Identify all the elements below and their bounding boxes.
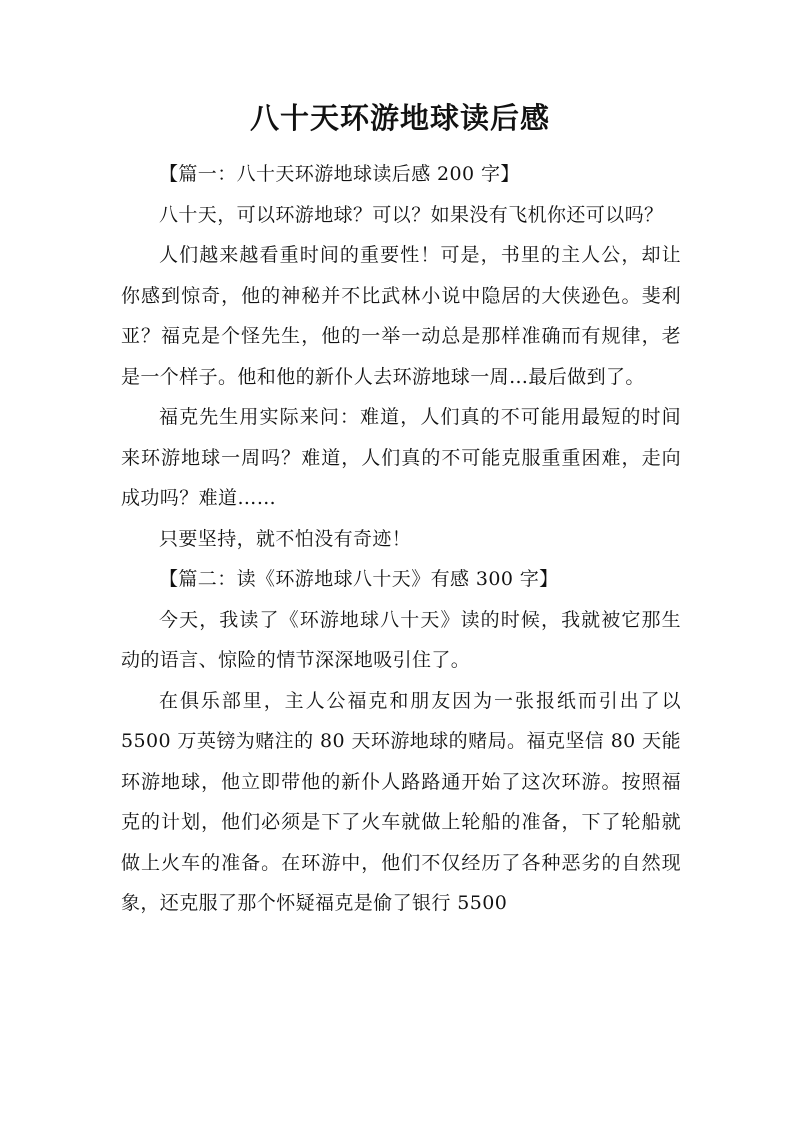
- section-heading-2: 【篇二：读《环游地球八十天》有感 300 字】: [159, 568, 559, 590]
- paragraph: 只要坚持，就不怕没有奇迹！: [159, 527, 412, 550]
- document-body: [121, 154, 681, 924]
- paragraph: 今天，我读了《环游地球八十天》读的时候，我就被它那生动的语言、惊险的情节深深地吸引住了。: [121, 608, 681, 671]
- paragraph: 福克先生用实际来问：难道，人们真的不可能用最短的时间来环游地球一周吗？难道，人们真的不可能克服重重困难，走向成功吗？难道……: [121, 406, 681, 509]
- document-title: 八十天环游地球读后感: [249, 101, 550, 135]
- paragraph: 八十天，可以环游地球？可以？如果没有飞机你还可以吗？: [159, 203, 664, 226]
- section-heading-1: 【篇一：八十天环游地球读后感 200 字】: [159, 163, 520, 185]
- paragraph: 人们越来越看重时间的重要性！可是，书里的主人公，却让你感到惊奇，他的神秘并不比武林小说中隐居的大侠逊色。斐利亚？福克是个怪先生，他的一举一动总是那样准确而有规律，老是一个样子。他和他的新仆人去环游地球一周…最后做到了。: [121, 244, 681, 388]
- paragraph: 在俱乐部里，主人公福克和朋友因为一张报纸而引出了以 5500 万英镑为赌注的 80 天环游地球的赌局。福克坚信 80 天能环游地球，他立即带他的新仆人路路通开始了这次环游。按照福克的计划，他们必须是下了火车就做上轮船的准备，下了轮船就做上火车的准备。在环游中，他们不仅经历了各种恶劣的自然现象，还克服了那个怀疑福克是偷了银行 5500: [121, 689, 681, 914]
